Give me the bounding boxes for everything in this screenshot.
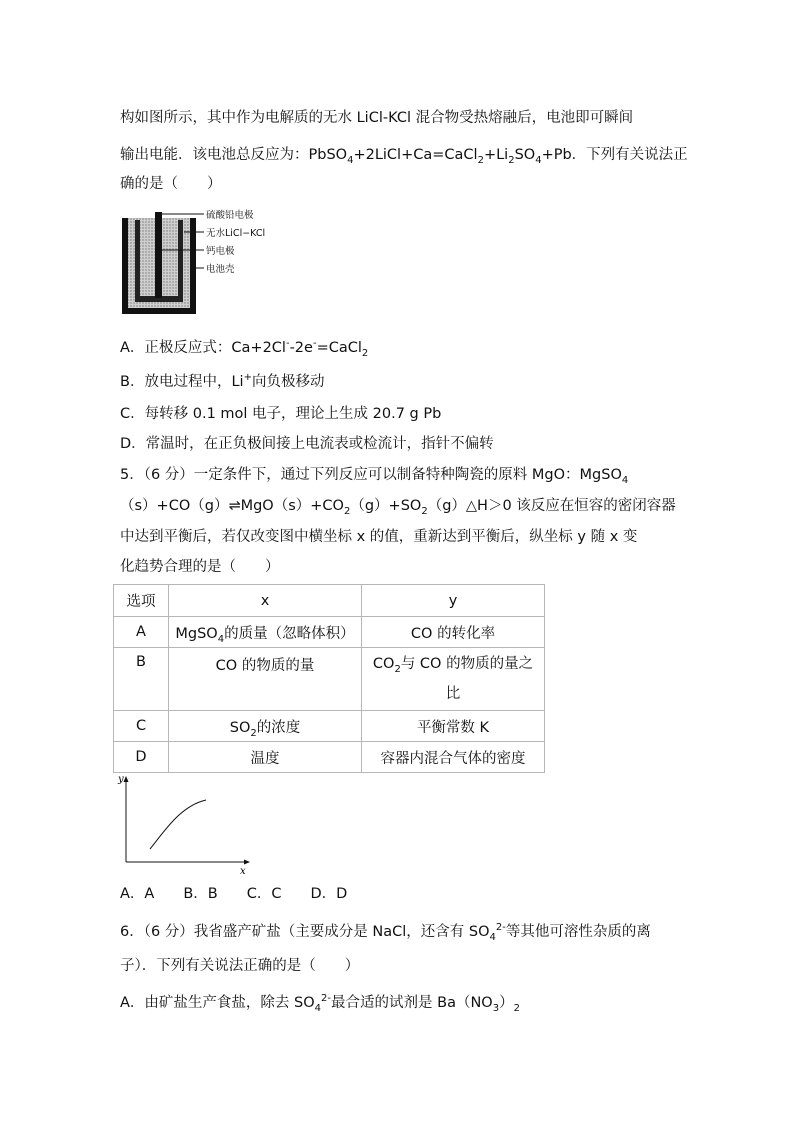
y-axis-label: y bbox=[118, 774, 124, 785]
q4-option-d: D．常温时，在正负极间接上电流表或检流计，指针不偏转 bbox=[120, 436, 494, 452]
x-axis-arrow-icon bbox=[244, 860, 250, 865]
cell-option: C bbox=[114, 711, 169, 742]
trend-curve bbox=[150, 800, 206, 849]
header-option: 选项 bbox=[114, 585, 169, 617]
x-axis-label: x bbox=[240, 866, 246, 874]
battery-figure bbox=[118, 206, 288, 318]
q5-line3: 中达到平衡后，若仅改变图中横坐标 x 的值，重新达到平衡后，纵坐标 y 随 x 变 bbox=[120, 529, 638, 545]
table-header-row bbox=[114, 585, 545, 617]
q6-line2: 子）．下列有关说法正确的是（ ） bbox=[120, 958, 360, 974]
cell-option: B bbox=[114, 648, 169, 711]
q4-intro-line1: 构如图所示，其中作为电解质的无水 LiCl-KCl 混合物受热熔融后，电池即可瞬间 bbox=[120, 110, 634, 126]
cell-y: $CO_2$与 CO 的物质的量之 比 bbox=[362, 648, 545, 711]
cell-y: 容器内混合气体的密度 bbox=[362, 742, 545, 773]
q5-answer-options: A．A B．B C．C D．D bbox=[120, 886, 348, 902]
q5-line4: 化趋势合理的是（ ） bbox=[120, 559, 280, 575]
q4-intro-lead: 输出电能．该电池总反应为： bbox=[120, 147, 309, 163]
q4-option-b: B．放电过程中，Li+向负极移动 bbox=[120, 372, 325, 390]
q4-reaction: $PbSO_4+2LiCl+Ca=CaCl_2+Li_2SO_4+Pb$．下列有关说法正 bbox=[308, 147, 688, 166]
q4-option-c: C．每转移 0.1 mol 电子，理论上生成 20.7 g Pb bbox=[120, 406, 442, 422]
cell-x: MgSO$_4$的质量（忽略体积） bbox=[169, 617, 362, 648]
cell-x: CO 的物质的量 bbox=[169, 648, 362, 711]
q5-line1: 5．（6 分）一定条件下，通过下列反应可以制备特种陶瓷的原料 MgO：MgSO$_4$ bbox=[120, 467, 629, 486]
q6-option-a: A．由矿盐生产食盐，除去 $SO_4^{2-}$最合适的试剂是 $Ba(NO_3)_2$ bbox=[120, 993, 520, 1014]
header-y: y bbox=[362, 585, 545, 617]
q5-line2: $(s)+CO(g)\rightleftharpoons MgO(s)+CO_2(g)+SO_2(g)\triangle H>0$ 该反应在恒容的密闭容器 bbox=[120, 498, 676, 517]
table-row bbox=[114, 711, 545, 742]
label-battery-shell: 电池壳 bbox=[206, 264, 235, 275]
calcium-electrode bbox=[155, 212, 162, 298]
q5-options-table bbox=[113, 584, 545, 773]
cell-x: $SO_2$的浓度 bbox=[169, 711, 362, 742]
label-lead-sulfate-electrode: 硫酸铅电极 bbox=[206, 210, 254, 221]
cell-option: D bbox=[114, 742, 169, 773]
cell-option: A bbox=[114, 617, 169, 648]
q4-intro-line3: 确的是（ ） bbox=[120, 176, 222, 192]
q4-intro-line2 bbox=[120, 145, 688, 165]
table-row bbox=[114, 648, 545, 711]
header-x: x bbox=[169, 585, 362, 617]
q6-line1: 6．（6 分）我省盛产矿盐（主要成分是 NaCl，还含有 $SO_4^{2-}$等其他可溶性杂质的离 bbox=[120, 922, 651, 943]
y-axis-arrow-icon bbox=[124, 776, 129, 782]
cell-x: 温度 bbox=[169, 742, 362, 773]
table-row bbox=[114, 617, 545, 648]
xy-graph bbox=[114, 772, 254, 874]
label-electrolyte: 无水LiCl−KCl bbox=[206, 228, 266, 239]
table-row bbox=[114, 742, 545, 773]
cell-y: CO 的转化率 bbox=[362, 617, 545, 648]
q4-option-a: A．正极反应式：Ca+2Cl--2e-=CaCl$_2$ bbox=[120, 338, 369, 359]
label-calcium-electrode: 钙电极 bbox=[206, 246, 235, 257]
cell-y: 平衡常数 K bbox=[362, 711, 545, 742]
